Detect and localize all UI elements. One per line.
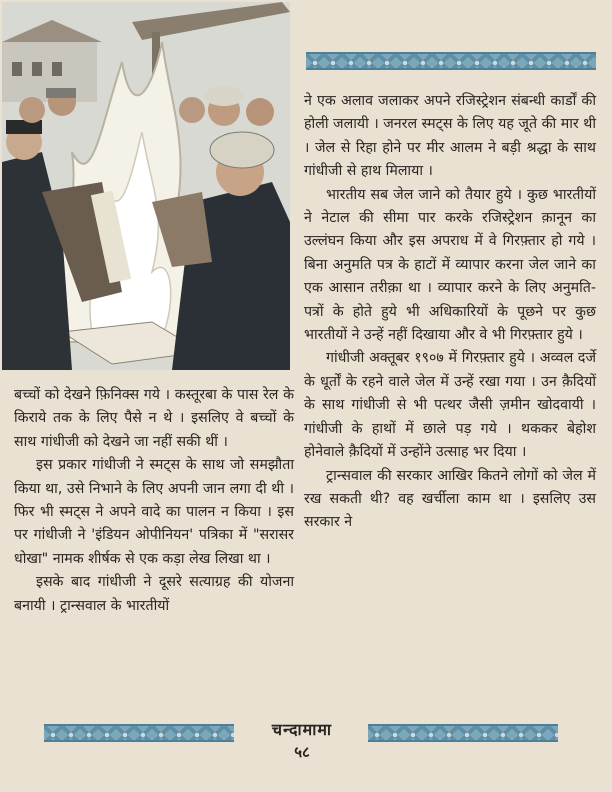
page-number: ५८ [294, 743, 310, 761]
magazine-title: चन्दामामा [271, 720, 333, 739]
paragraph: इस प्रकार गांधीजी ने स्मट्स के साथ जो समझौता किया था, उसे निभाने के लिए अपनी जान लगा दी थी । फिर भी स्मट्स ने अपने वादे का पालन न किया । इस पर गांधीजी ने 'इंडियन ओपीनियन' पत्रिका में "सरासर धोखा" नामक शीर्षक से एक कड़ा लेख लिखा था । [14, 457, 294, 567]
right-column [304, 90, 596, 535]
paragraph: गांधीजी अक्तूबर १९०७ में गिरफ़्तार हुये । अव्वल दर्जे के धूर्तों के रहने वाले जेल में उन्हें रखा गया । उन क़ैदियों के साथ गांधीजी से भी पत्थर जैसी ज़मीन खोदवायी । गांधीजी के हाथों में छाले पड़ गये । थककर बेहोश होनेवाले क़ैदियों में उन्होंने उत्साह भर दिया । [304, 350, 596, 461]
paragraph: ट्रान्सवाल की सरकार आखिर कितने लोगों को जेल में रख सकती थी? वह खर्चीला काम था । इसलिए उस सरकार ने [304, 467, 596, 531]
bonfire-illustration [2, 2, 290, 370]
decorative-border-bottom-right [368, 724, 558, 742]
left-column [14, 384, 294, 618]
decorative-border-top [306, 52, 596, 70]
paragraph: इसके बाद गांधीजी ने दूसरे सत्याग्रह की योजना बनायी । ट्रान्सवाल के भारतीयों [14, 574, 294, 614]
paragraph: ने एक अलाव जलाकर अपने रजिस्ट्रेशन संबन्धी कार्डों की होली जलायी । जनरल स्मट्स के लिए यह जूते की मार थी । जेल से रिहा होने पर मीर आलम ने बड़ी श्रद्धा के साथ गांधीजी से हाथ मिलाया । [304, 93, 596, 180]
bonfire-illustration-art [2, 2, 290, 370]
paragraph: भारतीय सब जेल जाने को तैयार हुये । कुछ भारतीयों ने नेटाल की सीमा पार करके रजिस्ट्रेशन क़ानून का उल्लंघन किया और इस अपराध में वे गिरफ़्तार हो गये । बिना अनुमति पत्र के हाटों में व्यापार करना जेल जाने का एक आसान तरीक़ा था । व्यापार करने के लिए अनुमति-पत्रों के होते हुये भी अधिकारियों के पूछने पर कुछ भारतीयों ने उन्हें नहीं दिखाया और वे भी गिरफ़्तार हुये । [304, 186, 596, 344]
decorative-border-bottom-left [44, 724, 234, 742]
paragraph: बच्चों को देखने फ़िनिक्स गये । कस्तूरबा के पास रेल के किराये तक के लिए पैसे न थे । इसलिए वे बच्चों के साथ गांधीजी को देखने जा नहीं सकी थीं । [14, 387, 294, 450]
